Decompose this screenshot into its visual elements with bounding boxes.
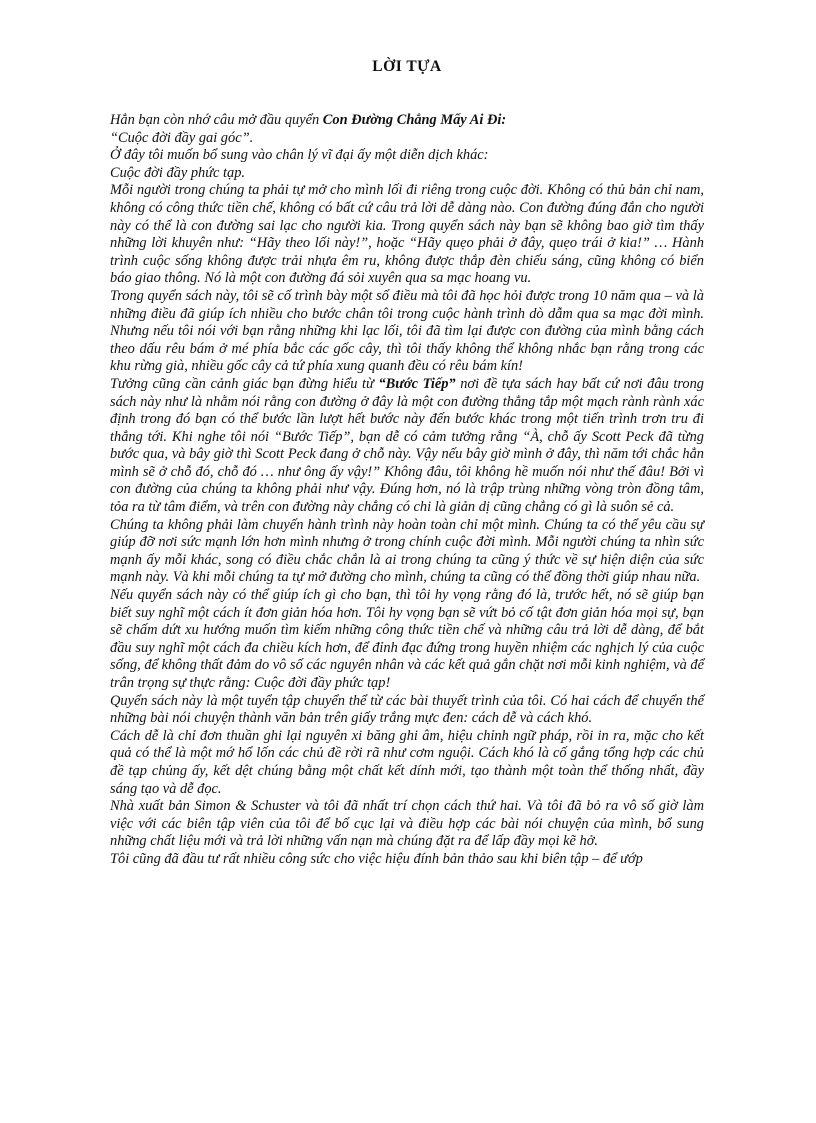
page-title: LỜI TỰA bbox=[372, 58, 442, 75]
paragraph-2: “Cuộc đời đầy gai góc”. bbox=[110, 129, 254, 146]
paragraph-3: Ở đây tôi muốn bổ sung vào chân lý vĩ đại ấy một diễn dịch khác: bbox=[110, 147, 489, 164]
document-page bbox=[110, 58, 704, 869]
paragraph-11: Cách dễ là chỉ đơn thuần ghi lại nguyên xi băng ghi âm, hiệu chỉnh ngữ pháp, rồi in ra, mặc cho kết quả có thể là một mớ hổ lốn các chủ đề rời rã như cơm nguội. Cách khó là cố gắng tổng hợp các chủ đề tạp chủng ấy, kết dệt chúng bằng một chất kết dính mới, tạo thành một toàn thể thống nhất, đầy sáng tạo và dễ đọc. bbox=[110, 727, 704, 797]
emphasis-buoc-tiep: “Bước Tiếp” bbox=[378, 375, 456, 392]
paragraph-10: Quyển sách này là một tuyển tập chuyển thể từ các bài thuyết trình của tôi. Có hai cách để chuyển thể những bài nói chuyện thành văn bản trên giấy trắng mực đen: cách dễ và cách khó. bbox=[110, 692, 704, 727]
paragraph-4: Cuộc đời đầy phức tạp. bbox=[110, 164, 246, 181]
paragraph-1-text: Hẳn bạn còn nhớ câu mở đầu quyển bbox=[110, 112, 323, 128]
book-title: Con Đường Chẳng Mấy Ai Đi: bbox=[322, 112, 507, 128]
paragraph-7-post: nơi đề tựa sách hay bất cứ nơi đâu trong sách này như là nhằm nói rằng con đường ở đây là một con đường thẳng tắp một mạch rành rành xác định trong đó bạn có thể bước lần lượt hết bước này đến bước khác trong một tiến trình trơn tru đi thẳng tới. Khi nghe tôi nói “Bước Tiếp”, bạn dễ có cảm tưởng rằng “À, chỗ ấy Scott Peck đã từng bước qua, và bây giờ thì Scott Peck đang ở chỗ này. Vậy nếu bây giờ mình ở đây, thì năm tới chắc hẳn mình sẽ ở chỗ đó, chỗ đó … như ông ấy vậy!” Không đâu, tôi không hề muốn nói như thế đâu! Bởi vì con đường của chúng ta không phải như vậy. Đúng hơn, nó là trập trùng những vòng tròn đồng tâm, tỏa ra từ tâm điểm, và trên con đường này chẳng có chi là giản dị cũng chẳng có gì là suôn sẻ cả. bbox=[110, 375, 704, 516]
document-body bbox=[110, 112, 704, 869]
paragraph-6: Trong quyển sách này, tôi sẽ cố trình bày một số điều mà tôi đã học hỏi được trong 10 năm qua – và là những điều đã giúp ích nhiều cho bước chân tôi trong cuộc hành trình dò dẫm qua sa mạc đời mình. Nhưng nếu tôi nói với bạn rằng những khi lạc lối, tôi đã tìm lại được con đường của mình bằng cách theo dấu rêu bám ở mé phía bắc các gốc cây, thì tôi thấy không thể không nhắc bạn rằng trong các khu rừng già, nhiều gốc cây cả tứ phía xung quanh đều có rêu bám kín! bbox=[110, 287, 704, 375]
paragraph-7 bbox=[110, 376, 704, 517]
paragraph-8: Chúng ta không phải làm chuyến hành trình này hoàn toàn chỉ một mình. Chúng ta có thể yêu cầu sự giúp đỡ nơi sức mạnh lớn hơn mình nhưng ở trong chính cuộc đời mình. Mỗi người chúng ta nhìn sức mạnh ấy mỗi khác, song có điều chắc chắn là ai trong chúng ta cũng ý thức về sự hiện diện của sức mạnh này. Và khi mỗi chúng ta tự mở đường cho mình, chúng ta cũng có thể đồng thời giúp nhau nữa. bbox=[110, 516, 704, 586]
paragraph-1 bbox=[110, 112, 704, 130]
paragraph-5: Mỗi người trong chúng ta phải tự mở cho mình lối đi riêng trong cuộc đời. Không có thủ bản chỉ nam, không có công thức tiền chế, không có bất cứ câu trả lời dễ dàng nào. Con đường đúng đắn cho người này có thể là con đường sai lạc cho người kia. Trong quyển sách này bạn sẽ không bao giờ tìm thấy những lời khuyên như: “Hãy theo lối này!”, hoặc “Hãy quẹo phải ở đây, quẹo trái ở kia!” … Hành trình cuộc sống không được trải nhựa êm ru, không được thắp đèn chiếu sáng, cũng không có biển báo giao thông. Nó là một con đường đá sỏi xuyên qua sa mạc hoang vu. bbox=[110, 182, 704, 287]
paragraph-7-pre: Tưởng cũng cần cảnh giác bạn đừng hiểu từ bbox=[110, 375, 379, 392]
paragraph-12: Nhà xuất bản Simon & Schuster và tôi đã nhất trí chọn cách thứ hai. Và tôi đã bỏ ra vô số giờ làm việc với các biên tập viên của tôi để bố cục lại và điều hợp các bài nói chuyện của mình, bổ sung những chất liệu mới và trả lời những vấn nạn mà chúng đặt ra để lấp đầy mọi kẽ hở. bbox=[110, 798, 704, 850]
paragraph-13: Tôi cũng đã đầu tư rất nhiều công sức cho việc hiệu đính bản thảo sau khi biên tập – để ướp bbox=[110, 850, 643, 867]
paragraph-9: Nếu quyển sách này có thể giúp ích gì cho bạn, thì tôi hy vọng rằng đó là, trước hết, nó sẽ giúp bạn biết suy nghĩ một cách ít đơn giản hóa hơn. Tôi hy vọng bạn sẽ vứt bỏ cố tật đơn giản hóa mọi sự, bạn sẽ chấm dứt xu hướng muốn tìm kiếm những công thức tiền chế và những câu trả lời dễ dàng, để bắt đầu suy nghĩ một cách đa chiều kích hơn, để đỉnh đạc đứng trong huyền nhiệm các nghịch lý của cuộc sống, để không thất đảm do vô số các nguyên nhân và các kết quả gắn chặt nơi mỗi kinh nghiệm, và để trân trọng sự thực rằng: Cuộc đời đầy phức tạp! bbox=[110, 587, 704, 691]
